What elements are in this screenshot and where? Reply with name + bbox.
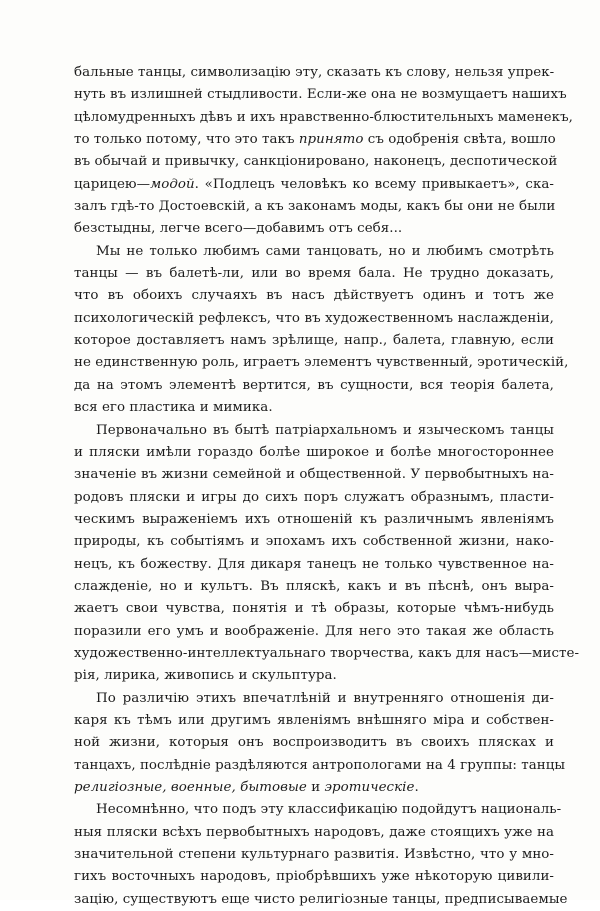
text-run: природы, къ событіямъ и эпохамъ ихъ собственной жизни, нако- [74,534,554,550]
text-line [74,442,554,464]
text-line [74,755,566,777]
text-run: и [306,780,325,795]
text-run: вся его пластика и мимика. [74,400,273,416]
text-run: гихъ восточныхъ народовъ, пріобрѣвшихъ уже нѣкоторую цивили- [74,869,554,885]
text-run: родовъ пляски и игры до сихъ поръ служатъ образнымъ, пласти- [74,489,554,505]
text-line [74,107,573,129]
text-run: рія, лирика, живопись и скульптура. [74,668,337,684]
text-line [74,822,554,844]
text-run: въ обычай и привычку, санкціонировано, наконецъ, деспотической [74,154,558,170]
text-line [74,576,554,598]
text-run: бальные танцы, символизацію эту, сказать къ слову, нельзя упрек- [74,65,555,80]
text-run: По различію этихъ впечатлѣній и внутренняго отношенія ди- [96,690,554,706]
italic-text: модой [150,176,195,192]
text-run: нецъ, къ божеству. Для дикаря танецъ не только чувственное на- [74,556,554,572]
text-run: художественно-интеллектуальнаго творчества, какъ для насъ—мисте- [74,645,580,661]
text-line [74,352,569,374]
text-line [74,621,554,643]
text-line [74,487,554,509]
text-run: зацію, существуютъ еще чисто религіозные танцы, предписываемые [74,891,568,907]
text-line [74,598,554,620]
text-run: ныя пляски всѣхъ первобытныхъ народовъ, даже стоящихъ уже на [74,824,554,840]
text-line [74,531,554,553]
text-run: съ одобренія свѣта, вошло [363,132,556,148]
text-run: залъ гдѣ-то Достоевскій, а къ законамъ моды, какъ бы они не были [74,199,556,215]
text-line [74,84,567,106]
text-run: которое доставляетъ намъ зрѣлище, напр., балета, главную, если [74,333,554,349]
text-run: значительной степени культурнаго развитія. Извѣстно, что у мно- [74,847,554,863]
page-text [74,62,580,911]
text-run: Несомнѣнно, что подъ эту классификацію подойдутъ националь- [96,802,562,818]
paragraph [74,688,566,800]
text-line [74,464,554,486]
text-run: нуть въ излишней стыдливости. Если-же она не возмущаетъ нашихъ [74,87,567,103]
text-line [74,710,554,732]
text-line [74,420,554,442]
text-line [74,866,554,888]
text-line [74,62,554,84]
text-run: значеніе въ жизни семейной и общественной. У первобытныхъ на- [74,467,554,483]
text-line [74,285,554,307]
paragraph [74,420,580,688]
text-run: что въ обоихъ случаяхъ въ насъ дѣйствуетъ одинъ и тотъ же [74,288,554,304]
text-run: каря къ тѣмъ или другимъ явленіямъ внѣшняго міра и собствен- [74,712,554,728]
text-run: да на этомъ элементѣ вертится, въ сущности, вся теорія балета, [74,377,554,393]
text-run: жаетъ свои чувства, понятія и тѣ образы, которые чѣмъ-нибудь [74,601,554,617]
text-run: . «Подлецъ человѣкъ ко всему привыкаетъ», ска- [194,176,554,192]
text-run: царицею— [74,176,151,192]
text-line [74,777,554,799]
text-run: танцахъ, послѣдніе раздѣляются антропологами на 4 группы: танцы [74,757,566,773]
text-run: Мы не только любимъ сами танцовать, но и любимъ смотрѣть [96,243,554,259]
text-line [74,397,554,419]
italic-text: эротическіе [324,780,415,795]
text-run: то только потому, что это такъ [74,132,299,148]
text-line [74,196,554,218]
text-line [74,174,554,196]
text-run: танцы — въ балетѣ-ли, или во время бала. Не трудно доказать, [74,266,554,282]
text-line [74,151,558,173]
text-run: поразили его умъ и воображеніе. Для него это такая же область [74,623,554,639]
text-line [74,732,554,754]
italic-text: принято [298,132,364,148]
text-run: не единственную роль, играетъ элементъ чувственный, эротическій, [74,355,569,371]
text-run: . [414,780,419,795]
text-line [74,844,554,866]
text-line [74,218,554,240]
text-line [74,643,580,665]
italic-text: религіозные, военные, бытовые [74,780,307,795]
paragraph [74,241,569,420]
text-run: слажденіе, но и культъ. Въ пляскѣ, какъ и въ пѣснѣ, онъ выра- [74,578,554,594]
text-line [74,330,554,352]
text-line [74,554,554,576]
text-run: цѣломудренныхъ дѣвъ и ихъ нравственно-блюстительныхъ маменекъ, [74,109,573,125]
text-run: безстыдны, легче всего—добавимъ отъ себя... [74,221,403,237]
text-line [74,509,554,531]
text-line [74,308,554,330]
text-run: ной жизни, которыя онъ воспроизводитъ въ своихъ плясках и [74,735,554,751]
text-line [74,375,554,397]
text-line [74,799,562,821]
paragraph [74,799,568,911]
text-line [74,263,554,285]
text-run: ческимъ выраженіемъ ихъ отношеній къ различнымъ явленіямъ [74,511,554,527]
text-run: психологическій рефлексъ, что въ художественномъ наслажденіи, [74,310,554,326]
text-line [74,129,554,151]
text-line [74,688,554,710]
text-run: и пляски имѣли гораздо болѣе широкое и болѣе многостороннее [74,444,554,460]
paragraph [74,62,573,241]
text-run: Первоначально въ бытѣ патріархальномъ и языческомъ танцы [96,422,554,438]
text-line [74,665,554,687]
text-line [74,241,554,263]
